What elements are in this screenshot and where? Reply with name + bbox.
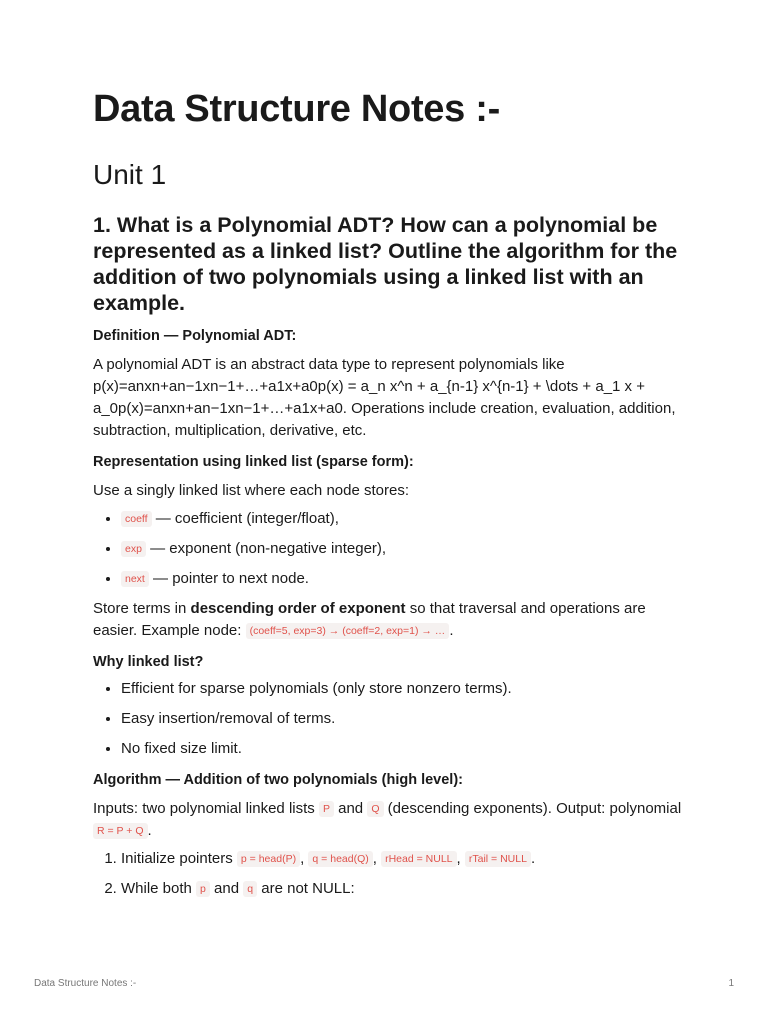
inline-code: rTail = NULL	[465, 851, 531, 867]
inline-code: R = P + Q	[93, 823, 148, 839]
representation-intro: Use a singly linked list where each node stores:	[93, 482, 409, 499]
list-item: • No fixed size limit.	[121, 738, 683, 760]
document-body	[93, 86, 683, 908]
inline-code: p = head(P)	[237, 851, 300, 867]
store-terms-text: Store terms in descending order of exponent so that traversal and operations are easier. Example node: (coeff=5, exp=3) → (coeff=2, exp=1) → … .	[93, 600, 646, 639]
list-item: • exp — exponent (non-negative integer),	[121, 538, 683, 560]
inline-code: next	[121, 571, 149, 587]
definition-text: A polynomial ADT is an abstract data type to represent polynomials like p(x)=anxn+an−1xn−1+…+a1x+a0p(x) = a_n x^n + a_{n-1} x^{n-1} + \dots + a_1 x + a_0p(x)=anxn+an−1xn−1+…+a1x+a0. Operations include creation, evaluation, addition, subtraction, multiplication, derivative, etc.	[93, 356, 676, 439]
algorithm-inputs: Inputs: two polynomial linked lists P and Q (descending exponents). Output: polynomial R = P + Q .	[93, 800, 682, 839]
inline-code: q	[243, 881, 257, 897]
list-item: • next — pointer to next node.	[121, 568, 683, 590]
inline-code: (coeff=5, exp=3) → (coeff=2, exp=1) → …	[246, 623, 450, 639]
why-heading: Why linked list?	[93, 654, 204, 670]
node-fields-list	[93, 508, 683, 590]
inline-code: Q	[367, 801, 383, 817]
unit-heading: Unit 1	[93, 159, 167, 190]
why-list	[93, 678, 683, 760]
list-item: • coeff — coefficient (integer/float),	[121, 508, 683, 530]
inline-code: exp	[121, 541, 146, 557]
inline-code: coeff	[121, 511, 152, 527]
page-title: Data Structure Notes :-	[93, 88, 500, 130]
definition-heading: Definition — Polynomial ADT:	[93, 328, 297, 344]
list-item: • Efficient for sparse polynomials (only store nonzero terms).	[121, 678, 683, 700]
algorithm-heading: Algorithm — Addition of two polynomials (high level):	[93, 772, 463, 788]
inline-code: P	[319, 801, 334, 817]
page-footer	[34, 978, 734, 989]
algorithm-steps	[93, 848, 683, 900]
representation-heading: Representation using linked list (sparse form):	[93, 454, 414, 470]
list-item: 1. Initialize pointers p = head(P) , q = head(Q) , rHead = NULL , rTail = NULL .	[121, 848, 683, 870]
footer-title: Data Structure Notes :-	[34, 978, 137, 989]
list-item: • Easy insertion/removal of terms.	[121, 708, 683, 730]
inline-code: p	[196, 881, 210, 897]
page-number: 1	[728, 978, 734, 989]
list-item: 2. While both p and q are not NULL:	[121, 878, 683, 900]
inline-code: rHead = NULL	[381, 851, 456, 867]
question-heading: 1. What is a Polynomial ADT? How can a polynomial be represented as a linked list? Outline the algorithm for the addition of two polynomials using a linked list with an example.	[93, 213, 678, 315]
inline-code: q = head(Q)	[308, 851, 372, 867]
